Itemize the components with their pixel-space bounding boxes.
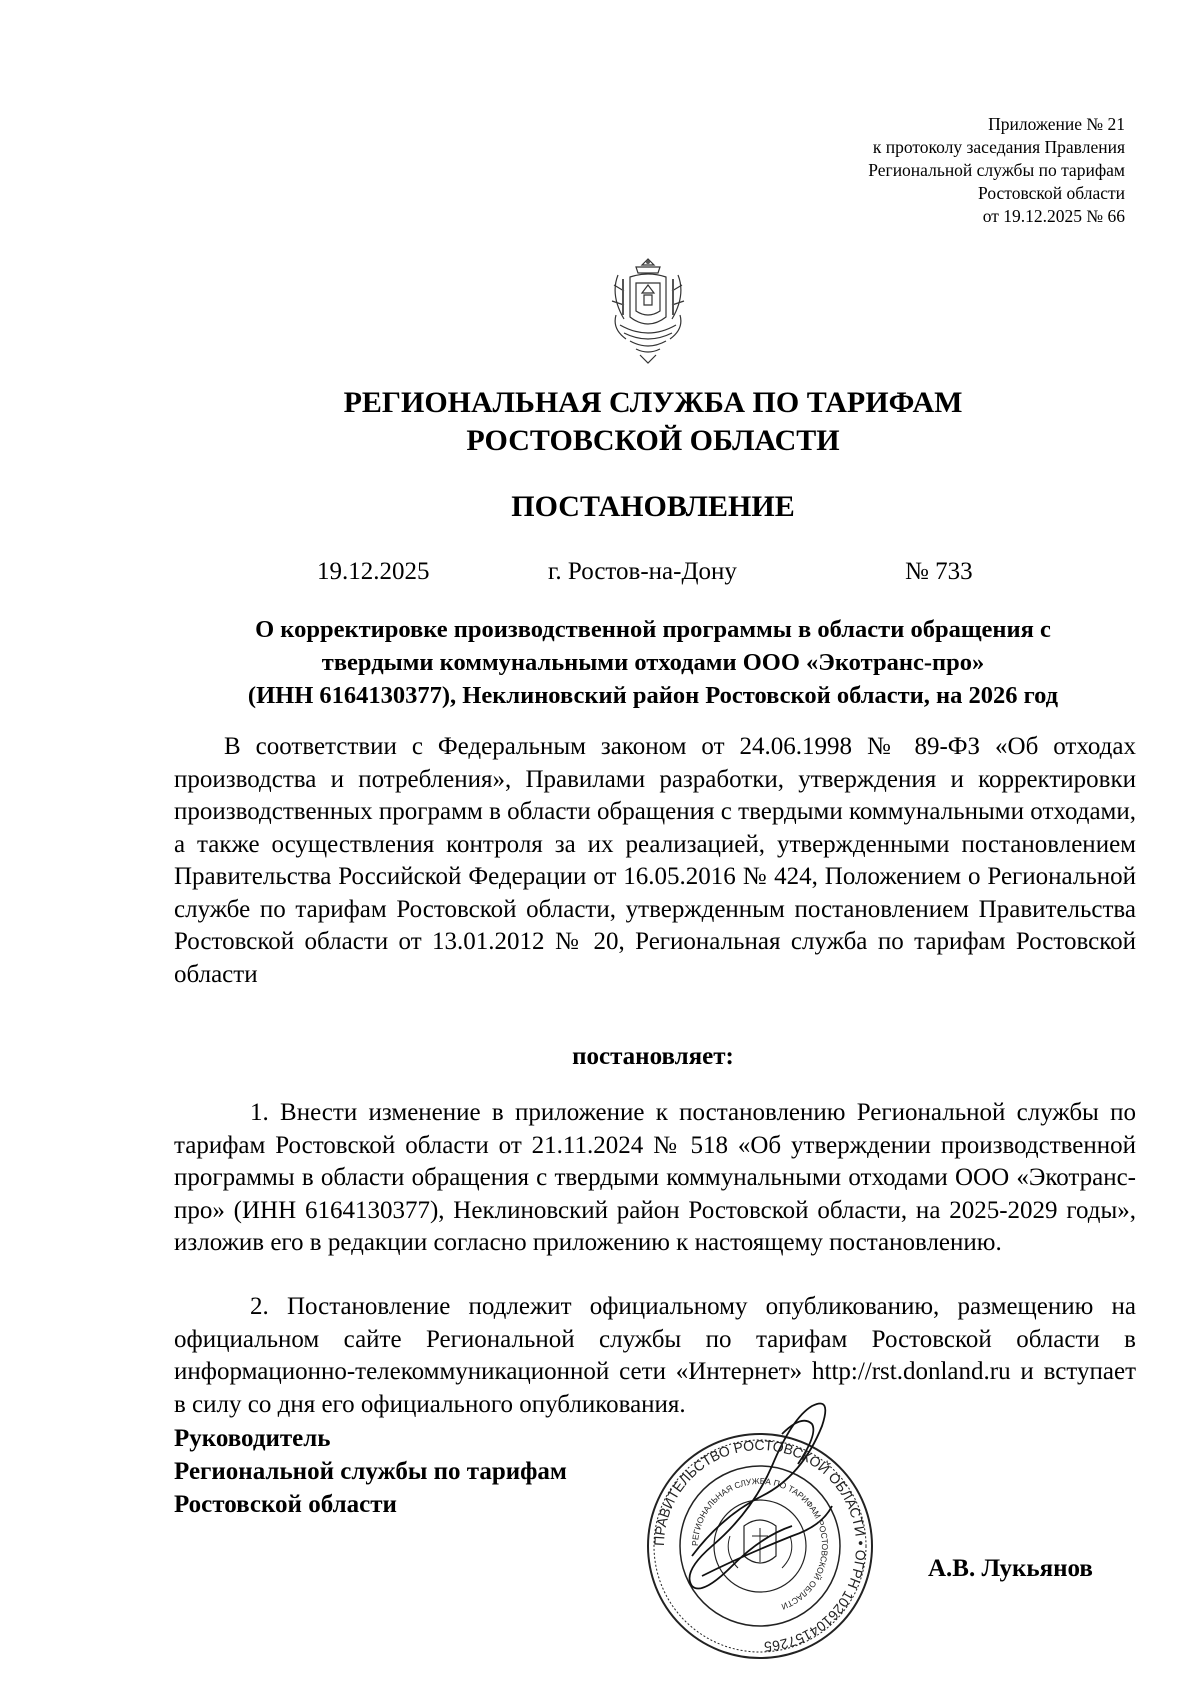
org-title-line1: РЕГИОНАЛЬНАЯ СЛУЖБА ПО ТАРИФАМ: [343, 386, 963, 419]
document-number: № 733: [905, 558, 973, 585]
subject-line: О корректировке производственной программы в области обращения с: [255, 616, 1051, 643]
signatory-title-line: Ростовской области: [174, 1491, 397, 1518]
preamble-paragraph: В соответствии с Федеральным законом от 24.06.1998 № 89-ФЗ «Об отходах производства и потребления», Правилами разработки, утверждения и корректировки производственных программ в области обращения с твердыми коммунальными отходами, а также осуществления контроля за их реализацией, утвержденными постановлением Правительства Российской Федерации от 16.05.2016 № 424, Положением о Региональной службе по тарифам Ростовской области, утвержденным постановлением Правительства Ростовской области от 13.01.2012 № 20, Региональная служба по тарифам Ростовской области: [174, 733, 1136, 988]
attachment-line: от 19.12.2025 № 66: [982, 206, 1125, 226]
document-subject: [170, 613, 1136, 712]
attachment-line: Приложение № 21: [988, 114, 1125, 134]
signatory-title-line: Региональной службы по тарифам: [174, 1458, 567, 1485]
attachment-note: [868, 113, 1125, 228]
document-city: г. Ростов-на-Дону: [548, 558, 737, 585]
org-title-line2: РОСТОВСКОЙ ОБЛАСТИ: [466, 424, 840, 457]
attachment-line: Региональной службы по тарифам: [868, 160, 1125, 180]
seal-inner-text: РЕГИОНАЛЬНАЯ СЛУЖБА ПО ТАРИФАМ РОСТОВСКОЙ ОБЛАСТИ: [689, 1475, 831, 1612]
signatory-name: А.В. Лукьянов: [928, 1555, 1093, 1582]
signatory-title-line: Руководитель: [174, 1425, 331, 1452]
resolution-item-1: 1. Внести изменение в приложение к постановлению Региональной службы по тарифам Ростовской области от 21.11.2024 № 518 «Об утверждении производственной программы в области обращения с твердыми коммунальными отходами ООО «Экотранс-про» (ИНН 6164130377), Неклиновский район Ростовской области, на 2025-2029 годы», изложив его в редакции согласно приложению к настоящему постановлению.: [174, 1099, 1136, 1256]
attachment-line: к протоколу заседания Правления: [872, 137, 1125, 157]
official-seal-icon: [632, 1386, 892, 1686]
resolution-item-2: 2. Постановление подлежит официальному опубликованию, размещению на официальном сайте Региональной службы по тарифам Ростовской области в информационно-телекоммуникационной сети «Интернет» http://rst.donland.ru и вступает в силу со дня его официального опубликования.: [174, 1293, 1136, 1418]
subject-line: (ИНН 6164130377), Неклиновский район Ростовской области, на 2026 год: [247, 682, 1059, 709]
decides-heading: постановляет:: [572, 1043, 734, 1070]
document-date: 19.12.2025: [317, 558, 430, 585]
seal-outer-text: ПРАВИТЕЛЬСТВО РОСТОВСКОЙ ОБЛАСТИ • ОГРН 1026104157265: [650, 1436, 870, 1655]
document-type-title: ПОСТАНОВЛЕНИЕ: [511, 490, 795, 523]
attachment-line: Ростовской области: [978, 183, 1125, 203]
subject-line: твердыми коммунальными отходами ООО «Экотранс-про»: [321, 649, 985, 676]
signatory-title: [174, 1422, 567, 1521]
coat-of-arms-icon: [600, 255, 696, 367]
